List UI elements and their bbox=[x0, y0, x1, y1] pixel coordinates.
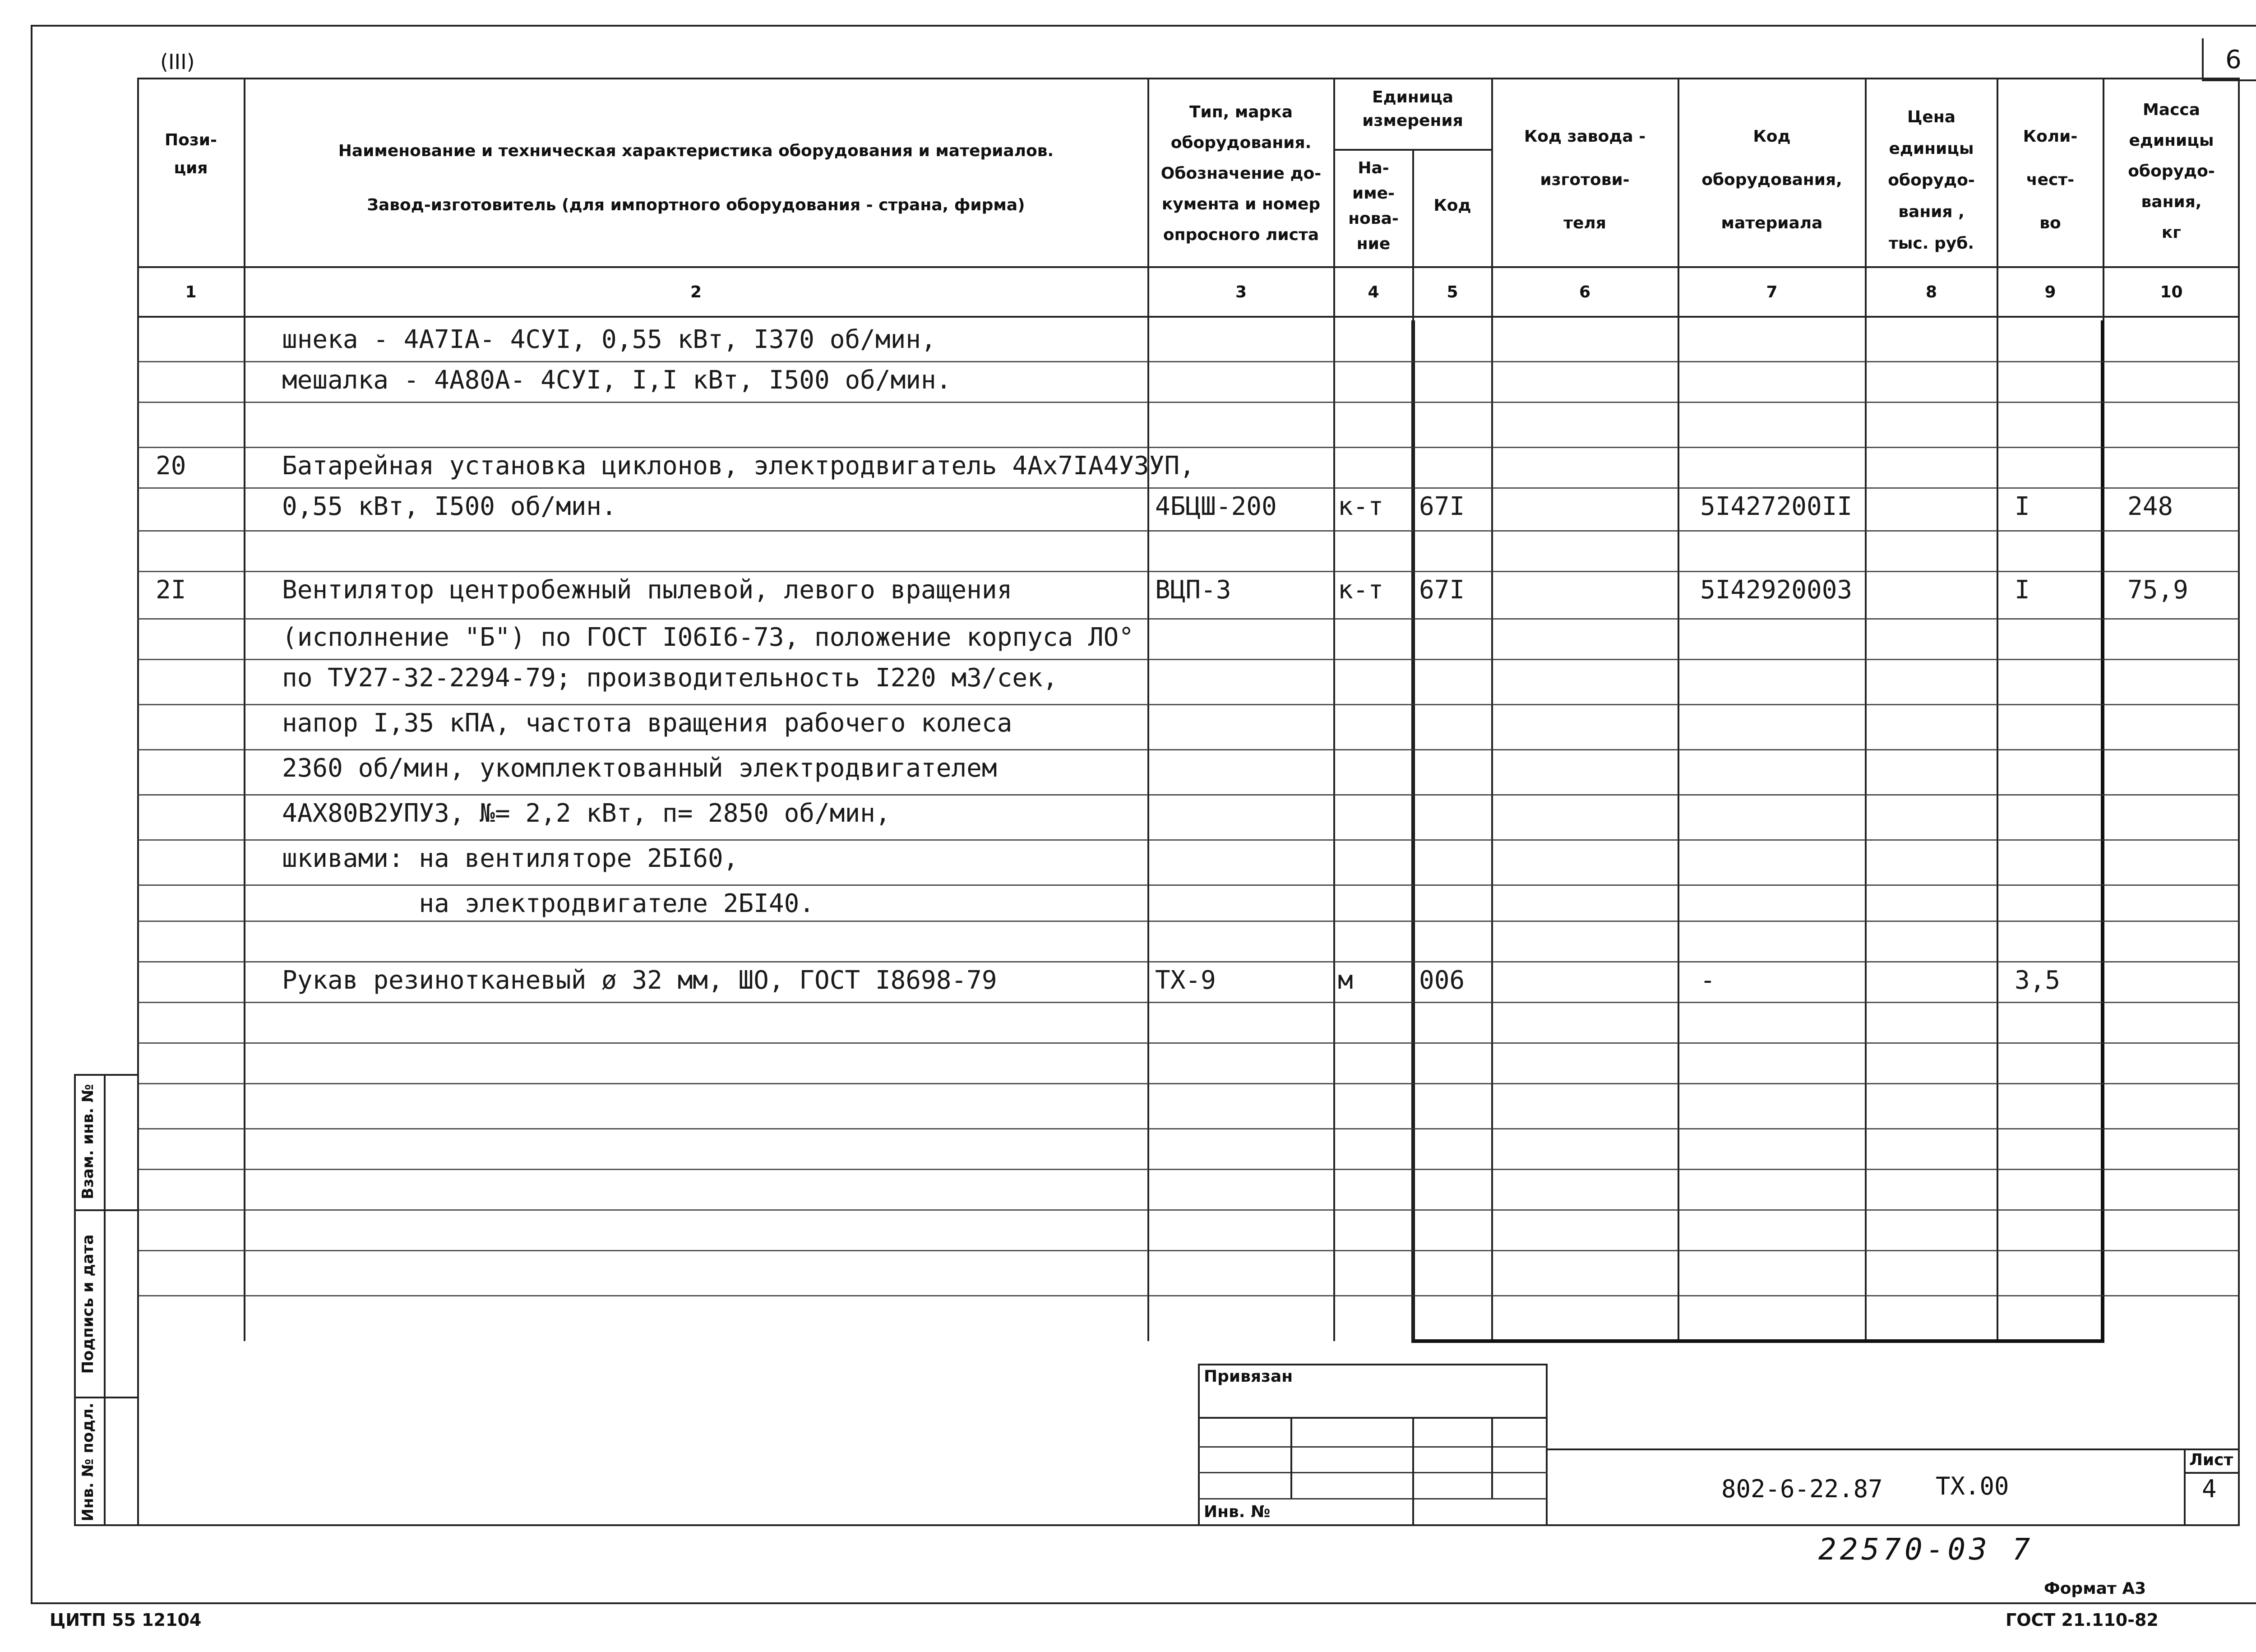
col-line-7 bbox=[1865, 78, 1867, 1341]
row-rule bbox=[137, 839, 2240, 841]
cell-name: Батарейная установка циклонов, электродвигатель 4Ах7IА4УЗУП, bbox=[282, 451, 1195, 481]
cell-code: 67I bbox=[1419, 492, 1465, 521]
col-line-4b bbox=[1412, 316, 1414, 1340]
cell-name: Рукав резинотканевый ø 32 мм, ШО, ГОСТ I8698-79 bbox=[282, 966, 997, 995]
cell-name: (исполнение "Б") по ГОСТ I06I6-73, положение корпуса ЛО° bbox=[282, 623, 1134, 652]
cell-mass: 248 bbox=[2127, 492, 2173, 521]
tb-rule-1 bbox=[1198, 1417, 1548, 1419]
thick-block-bottom bbox=[1411, 1339, 2104, 1343]
cell-type: 4БЦШ-200 bbox=[1155, 492, 1277, 521]
column-number-rule bbox=[137, 316, 2240, 318]
sheet-box-rule bbox=[2184, 1472, 2240, 1474]
row-rule bbox=[137, 704, 2240, 705]
cell-name: шнека - 4А7IА- 4СУI, 0,55 кВт, I370 об/мин, bbox=[282, 325, 936, 354]
row-rule bbox=[137, 884, 2240, 886]
row-rule bbox=[137, 361, 2240, 362]
row-rule bbox=[137, 1042, 2240, 1044]
col1-header: Пози- ция bbox=[165, 131, 217, 177]
sheet-label: Лист bbox=[2189, 1451, 2233, 1469]
tb-rule-4 bbox=[1198, 1498, 1548, 1499]
cell-type: ТХ-9 bbox=[1155, 966, 1216, 995]
gost-label: ГОСТ 21.110-82 bbox=[2006, 1610, 2159, 1630]
cell-name: по ТУ27-32-2294-79; производительность I220 м3/сек, bbox=[282, 663, 1058, 693]
cell-type: ВЦП-3 bbox=[1155, 575, 1231, 605]
stamp-vzam-inv: Взам. инв. № bbox=[79, 1084, 97, 1199]
cell-name: 2360 об/мин, укомплектованный электродвигателем bbox=[282, 754, 997, 783]
thick-col-right bbox=[2101, 320, 2104, 1342]
row-rule bbox=[137, 659, 2240, 660]
col-line-2 bbox=[1147, 78, 1149, 1341]
col-num-7: 7 bbox=[1766, 283, 1778, 301]
row-rule bbox=[137, 1083, 2240, 1084]
col2-header: Наименование и техническая характеристика оборудования и материалов. Завод-изготовитель (для импортного оборудования - страна, фирма) bbox=[338, 142, 1054, 214]
cell-pos: 2I bbox=[156, 575, 186, 605]
doc-code: 802-6-22.87 bbox=[1721, 1475, 1883, 1503]
col10-header: Масса единицы оборудо- вания, кг bbox=[2128, 101, 2215, 242]
col6-header: Код завода - изготови- теля bbox=[1524, 127, 1646, 232]
cell-qty: I bbox=[2015, 492, 2030, 521]
row-rule bbox=[137, 1295, 2240, 1296]
col-num-6: 6 bbox=[1579, 283, 1591, 301]
col3-header: Тип, марка оборудования. Обозначение до- кумента и номер опросного листа bbox=[1160, 103, 1322, 244]
tb-rule-2 bbox=[1198, 1446, 1548, 1448]
unit-group-header: Единица измерения bbox=[1362, 88, 1463, 130]
row-rule bbox=[137, 618, 2240, 620]
archive-code: 22570-03 7 bbox=[1818, 1532, 2034, 1567]
col-num-10: 10 bbox=[2160, 283, 2183, 301]
stamp-inv-podl: Инв. № подл. bbox=[79, 1402, 97, 1522]
cell-unit: к-т bbox=[1338, 492, 1384, 521]
cell-qty: 3,5 bbox=[2015, 966, 2061, 995]
row-rule bbox=[137, 571, 2240, 572]
format-label: Формат A3 bbox=[2044, 1579, 2146, 1598]
cell-equip-code: 5I427200II bbox=[1700, 492, 1853, 521]
doc-mark: ТХ.00 bbox=[1936, 1472, 2009, 1500]
page-marker: (III) bbox=[160, 50, 195, 74]
cell-name: шкивами: на вентиляторе 2БI60, bbox=[282, 844, 739, 873]
col-num-1: 1 bbox=[185, 283, 197, 301]
tb-col-1 bbox=[1290, 1417, 1292, 1498]
cell-qty: I bbox=[2015, 575, 2030, 605]
col-num-2: 2 bbox=[690, 283, 702, 301]
row-rule bbox=[137, 794, 2240, 796]
row-rule bbox=[137, 402, 2240, 403]
cell-name: 4АХ80В2УПУ3, №= 2,2 кВт, п= 2850 об/мин, bbox=[282, 799, 891, 828]
col-line-4 bbox=[1412, 149, 1414, 323]
col-line-8 bbox=[1997, 78, 1998, 1341]
row-rule bbox=[137, 487, 2240, 489]
col-line-3 bbox=[1333, 78, 1335, 1341]
sheet-number: 4 bbox=[2202, 1475, 2217, 1503]
col-num-4: 4 bbox=[1368, 283, 1379, 301]
row-rule bbox=[137, 1250, 2240, 1251]
header-bottom-rule bbox=[137, 266, 2240, 268]
col-num-8: 8 bbox=[1925, 283, 1937, 301]
side-stamp-rule-1 bbox=[74, 1209, 139, 1211]
col4-header: На- име- нова- ние bbox=[1348, 159, 1399, 253]
tb-col-3 bbox=[1491, 1417, 1493, 1498]
tb-doc-top-rule bbox=[1548, 1448, 2240, 1450]
tb-col-2 bbox=[1412, 1417, 1414, 1526]
privyazan-label: Привязан bbox=[1204, 1367, 1293, 1386]
cell-name: напор I,35 кПА, частота вращения рабочего колеса bbox=[282, 708, 1012, 738]
col-num-9: 9 bbox=[2044, 283, 2056, 301]
col-line-5 bbox=[1491, 78, 1493, 1341]
col7-header: Код оборудования, материала bbox=[1701, 127, 1842, 232]
row-rule bbox=[137, 1128, 2240, 1129]
col-num-5: 5 bbox=[1447, 283, 1458, 301]
stamp-podpis-data: Подпись и дата bbox=[79, 1234, 97, 1374]
row-rule bbox=[137, 1209, 2240, 1211]
row-rule bbox=[137, 1169, 2240, 1170]
col-line-1 bbox=[244, 78, 245, 1341]
side-stamp-divider bbox=[104, 1074, 106, 1526]
row-rule bbox=[137, 530, 2240, 532]
row-rule bbox=[137, 749, 2240, 750]
cell-unit: к-т bbox=[1338, 575, 1384, 605]
cell-name: мешалка - 4А80А- 4СУI, I,I кВт, I500 об/мин. bbox=[282, 366, 952, 395]
col-num-3: 3 bbox=[1235, 283, 1247, 301]
row-rule bbox=[137, 447, 2240, 448]
col5-header: Код bbox=[1433, 196, 1471, 215]
col-line-6 bbox=[1678, 78, 1679, 1341]
cell-equip-code: - bbox=[1700, 966, 1715, 995]
cell-unit: м bbox=[1338, 966, 1353, 995]
cell-name: 0,55 кВт, I500 об/мин. bbox=[282, 492, 617, 521]
col8-header: Цена единицы оборудо- вания , тыс. руб. bbox=[1888, 108, 1975, 253]
cell-name: Вентилятор центробежный пылевой, левого вращения bbox=[282, 575, 1012, 605]
inv-no-label: Инв. № bbox=[1204, 1503, 1271, 1521]
row-rule bbox=[137, 961, 2240, 963]
row-rule bbox=[137, 1002, 2240, 1003]
cell-mass: 75,9 bbox=[2127, 575, 2188, 605]
cell-pos: 20 bbox=[156, 451, 186, 481]
cell-code: 006 bbox=[1419, 966, 1465, 995]
tb-rule-3 bbox=[1198, 1472, 1548, 1473]
row-rule bbox=[137, 921, 2240, 922]
cell-name: на электродвигателе 2БI40. bbox=[282, 889, 815, 918]
title-block-privyazan bbox=[1198, 1364, 1548, 1526]
cell-code: 67I bbox=[1419, 575, 1465, 605]
corner-number: 6 bbox=[2225, 45, 2242, 74]
cell-equip-code: 5I42920003 bbox=[1700, 575, 1853, 605]
col9-header: Коли- чест- во bbox=[2023, 127, 2078, 232]
print-code: ЦИТП 55 12104 bbox=[50, 1610, 202, 1630]
